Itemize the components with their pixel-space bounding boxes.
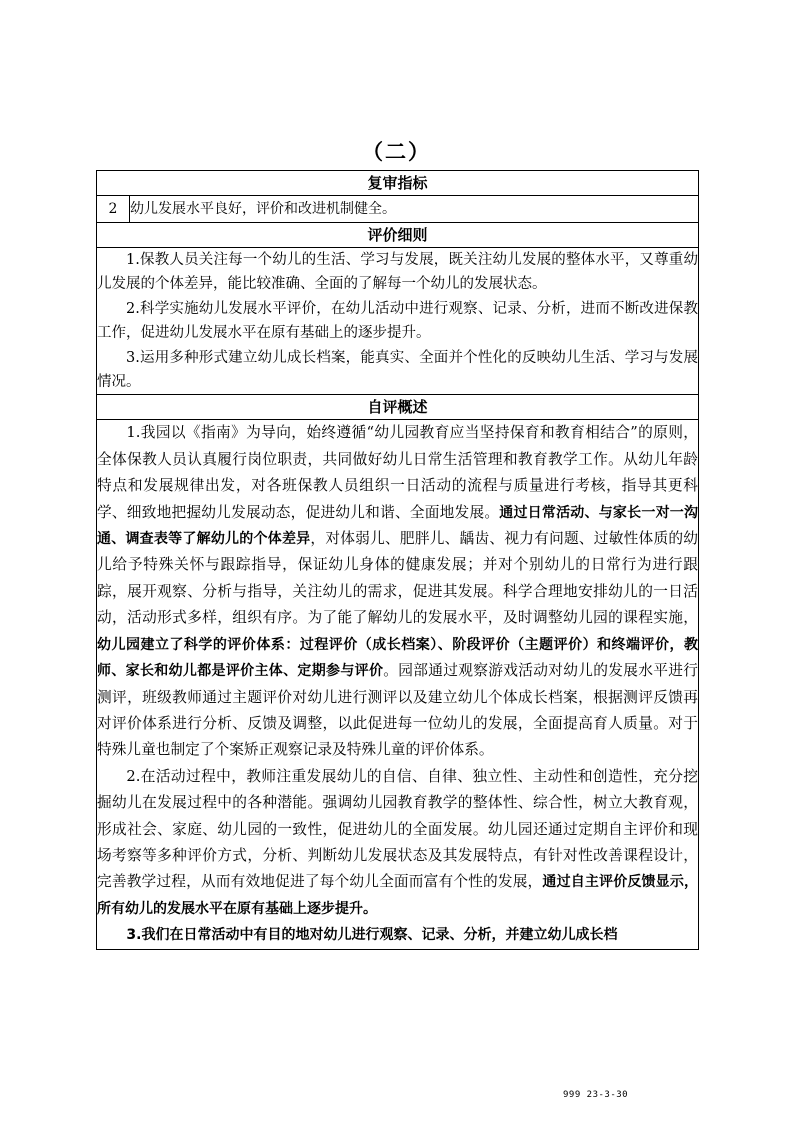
- self-evaluation-heading: 自评概述: [97, 395, 699, 420]
- criteria-heading: 评价细则: [97, 223, 699, 248]
- summary-paragraph-1: [97, 420, 698, 763]
- summary-paragraph-2: [97, 764, 698, 922]
- footer-code: 999 23-3-30: [563, 1090, 629, 1100]
- self-evaluation-body-row: [97, 420, 699, 949]
- paragraph-text: 1.我园以《指南》为导向，始终遵循“幼儿园教育应当坚持保育和教育相结合”的原则，全体保教人员认真履行岗位职责，共同做好幼儿日常生活管理和教育教学工作。从幼儿年龄特点和发展规律出发，对各班保教人员组织一日活动的流程与质量进行考核，指导其更科学、细致地把握幼儿发展动态，促进幼儿和谐、全面地发展。: [97, 424, 698, 521]
- evaluation-table: [96, 170, 699, 950]
- criteria-item: 3.运用多种形式建立幼儿成长档案，能真实、全面并个性化的反映幼儿生活、学习与发展情况。: [97, 349, 698, 391]
- criteria-item: 1.保教人员关注每一个幼儿的生活、学习与发展，既关注幼儿发展的整体水平，又尊重幼儿发展的个体差异，能比较准确、全面的了解每一个幼儿的发展状态。: [97, 252, 698, 293]
- paragraph-text: ，对体弱儿、肥胖儿、龋齿、视力有问题、过敏性体质的幼儿给予特殊关怀与跟踪指导，保证幼儿身体的健康发展；并对个别幼儿的日常行为进行跟踪，展开观察、分析与指导，关注幼儿的需求，促进其发展。科学合理地安排幼儿的一日活动，活动形式多样，组织有序。为了能了解幼儿的发展水平，及时调整幼儿园的课程实施，: [97, 530, 698, 627]
- criteria-body: [97, 248, 699, 395]
- review-indicator-heading-row: [97, 171, 699, 196]
- indicator-text: 幼儿发展水平良好，评价和改进机制健全。: [130, 196, 699, 223]
- criteria-heading-row: [97, 223, 699, 248]
- emphasis-text: 3.我们在日常活动中有目的地对幼儿进行观察、记录、分析，并建立幼儿成长档: [126, 927, 618, 944]
- summary-paragraph-3: [97, 922, 698, 948]
- criteria-body-row: [97, 248, 699, 395]
- emphasis-text: 幼儿园建立了科学的评价体系：过程评价（成长档案）、阶段评价（主题评价）和终端评价，教师、家长和幼儿都是评价主体、定期参与评价: [97, 636, 698, 680]
- indicator-number: 2: [97, 196, 130, 223]
- emphasis-text: 通过自主评价反馈显示，所有幼儿的发展水平在原有基础上逐步提升。: [97, 874, 698, 917]
- page-title: （二）: [362, 140, 431, 164]
- review-indicator-heading: 复审指标: [97, 171, 699, 196]
- self-evaluation-heading-row: [97, 395, 699, 420]
- self-evaluation-body: [97, 420, 699, 949]
- review-indicator-row: [97, 196, 699, 223]
- paragraph-text: 2.在活动过程中，教师注重发展幼儿的自信、自律、独立性、主动性和创造性，充分挖掘幼儿在发展过程中的各种潜能。强调幼儿园教育教学的整体性、综合性，树立大教育观，形成社会、家庭、幼儿园的一致性，促进幼儿的全面发展。幼儿园还通过定期自主评价和现场考察等多种评价方式，分析、判断幼儿发展状态及其发展特点，有针对性改善课程设计，完善教学过程，从而有效地促进了每个幼儿全面而富有个性的发展，: [97, 767, 698, 891]
- paragraph-text: 。园部通过观察游戏活动对幼儿的发展水平进行测评，班级教师通过主题评价对幼儿进行测评以及建立幼儿个体成长档案，根据测评反馈再对评价体系进行分析、反馈及调整，以此促进每一位幼儿的发展，全面提高育人质量。对于特殊儿童也制定了个案矫正观察记录及特殊儿童的评价体系。: [97, 662, 698, 759]
- emphasis-text: 通过日常活动、与家长一对一沟通、调查表等了解幼儿的个体差异: [97, 504, 698, 548]
- criteria-item: 2.科学实施幼儿发展水平评价，在幼儿活动中进行观察、记录、分析，进而不断改进保教工作，促进幼儿发展水平在原有基础上的逐步提升。: [97, 300, 698, 342]
